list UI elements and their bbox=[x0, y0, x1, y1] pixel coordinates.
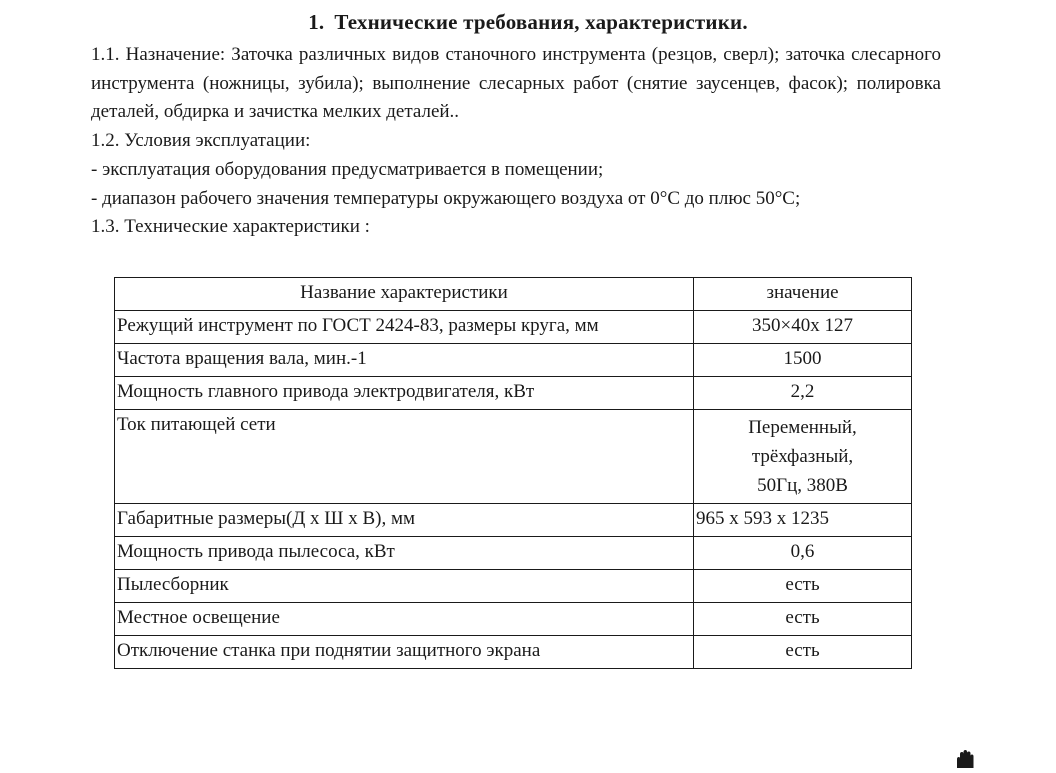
purpose-paragraph: 1.1. Назначение: Заточка различных видов станочного инструмента (резцов, сверл); заточка слесарного инструмента (ножницы, зубила); выполнение слесарных работ (снятие заусенцев, фасок); полировка деталей, обдирка и зачистка мелких деталей.. bbox=[91, 44, 941, 122]
spec-value-multiline bbox=[694, 410, 912, 504]
condition-item: - диапазон рабочего значения температуры окружающего воздуха от 0°С до плюс 50°С; bbox=[91, 188, 801, 209]
specs-table bbox=[114, 277, 912, 669]
spec-value: 1500 bbox=[694, 344, 912, 377]
spec-value: есть bbox=[694, 603, 912, 636]
spec-value: есть bbox=[694, 570, 912, 603]
spec-value: 350×40х 127 bbox=[694, 311, 912, 344]
table-row bbox=[115, 603, 912, 636]
table-row bbox=[115, 410, 912, 504]
spec-name: Пылесборник bbox=[115, 570, 694, 603]
table-row bbox=[115, 377, 912, 410]
spec-value: 0,6 bbox=[694, 537, 912, 570]
table-header-row bbox=[115, 278, 912, 311]
spec-name: Режущий инструмент по ГОСТ 2424-83, размеры круга, мм bbox=[115, 311, 694, 344]
section-heading bbox=[0, 10, 1056, 35]
hand-cursor-icon bbox=[953, 750, 975, 768]
section-number: 1. bbox=[308, 10, 325, 34]
table-row bbox=[115, 504, 912, 537]
spec-name: Частота вращения вала, мин.-1 bbox=[115, 344, 694, 377]
spec-name: Габаритные размеры(Д х Ш х В), мм bbox=[115, 504, 694, 537]
spec-value-line: 50Гц, 380В bbox=[757, 475, 848, 496]
spec-value: 965 х 593 х 1235 bbox=[694, 504, 912, 537]
spec-name: Местное освещение bbox=[115, 603, 694, 636]
conditions-title: 1.2. Условия эксплуатации: bbox=[91, 130, 311, 151]
spec-name: Ток питающей сети bbox=[115, 410, 694, 504]
table-row bbox=[115, 636, 912, 669]
spec-value: есть bbox=[694, 636, 912, 669]
spec-value-line: трёхфазный, bbox=[751, 446, 854, 467]
column-header-name: Название характеристики bbox=[115, 278, 694, 311]
spec-name: Отключение станка при поднятии защитного экрана bbox=[115, 636, 694, 669]
section-title: Технические требования, характеристики. bbox=[334, 10, 748, 34]
condition-item: - эксплуатация оборудования предусматривается в помещении; bbox=[91, 159, 604, 180]
spec-name: Мощность привода пылесоса, кВт bbox=[115, 537, 694, 570]
column-header-value: значение bbox=[694, 278, 912, 311]
spec-value-line: Переменный, bbox=[748, 417, 857, 438]
table-row bbox=[115, 570, 912, 603]
table-row bbox=[115, 537, 912, 570]
spec-value: 2,2 bbox=[694, 377, 912, 410]
table-row bbox=[115, 311, 912, 344]
specs-title: 1.3. Технические характеристики : bbox=[91, 216, 370, 237]
spec-name: Мощность главного привода электродвигателя, кВт bbox=[115, 377, 694, 410]
table-row bbox=[115, 344, 912, 377]
